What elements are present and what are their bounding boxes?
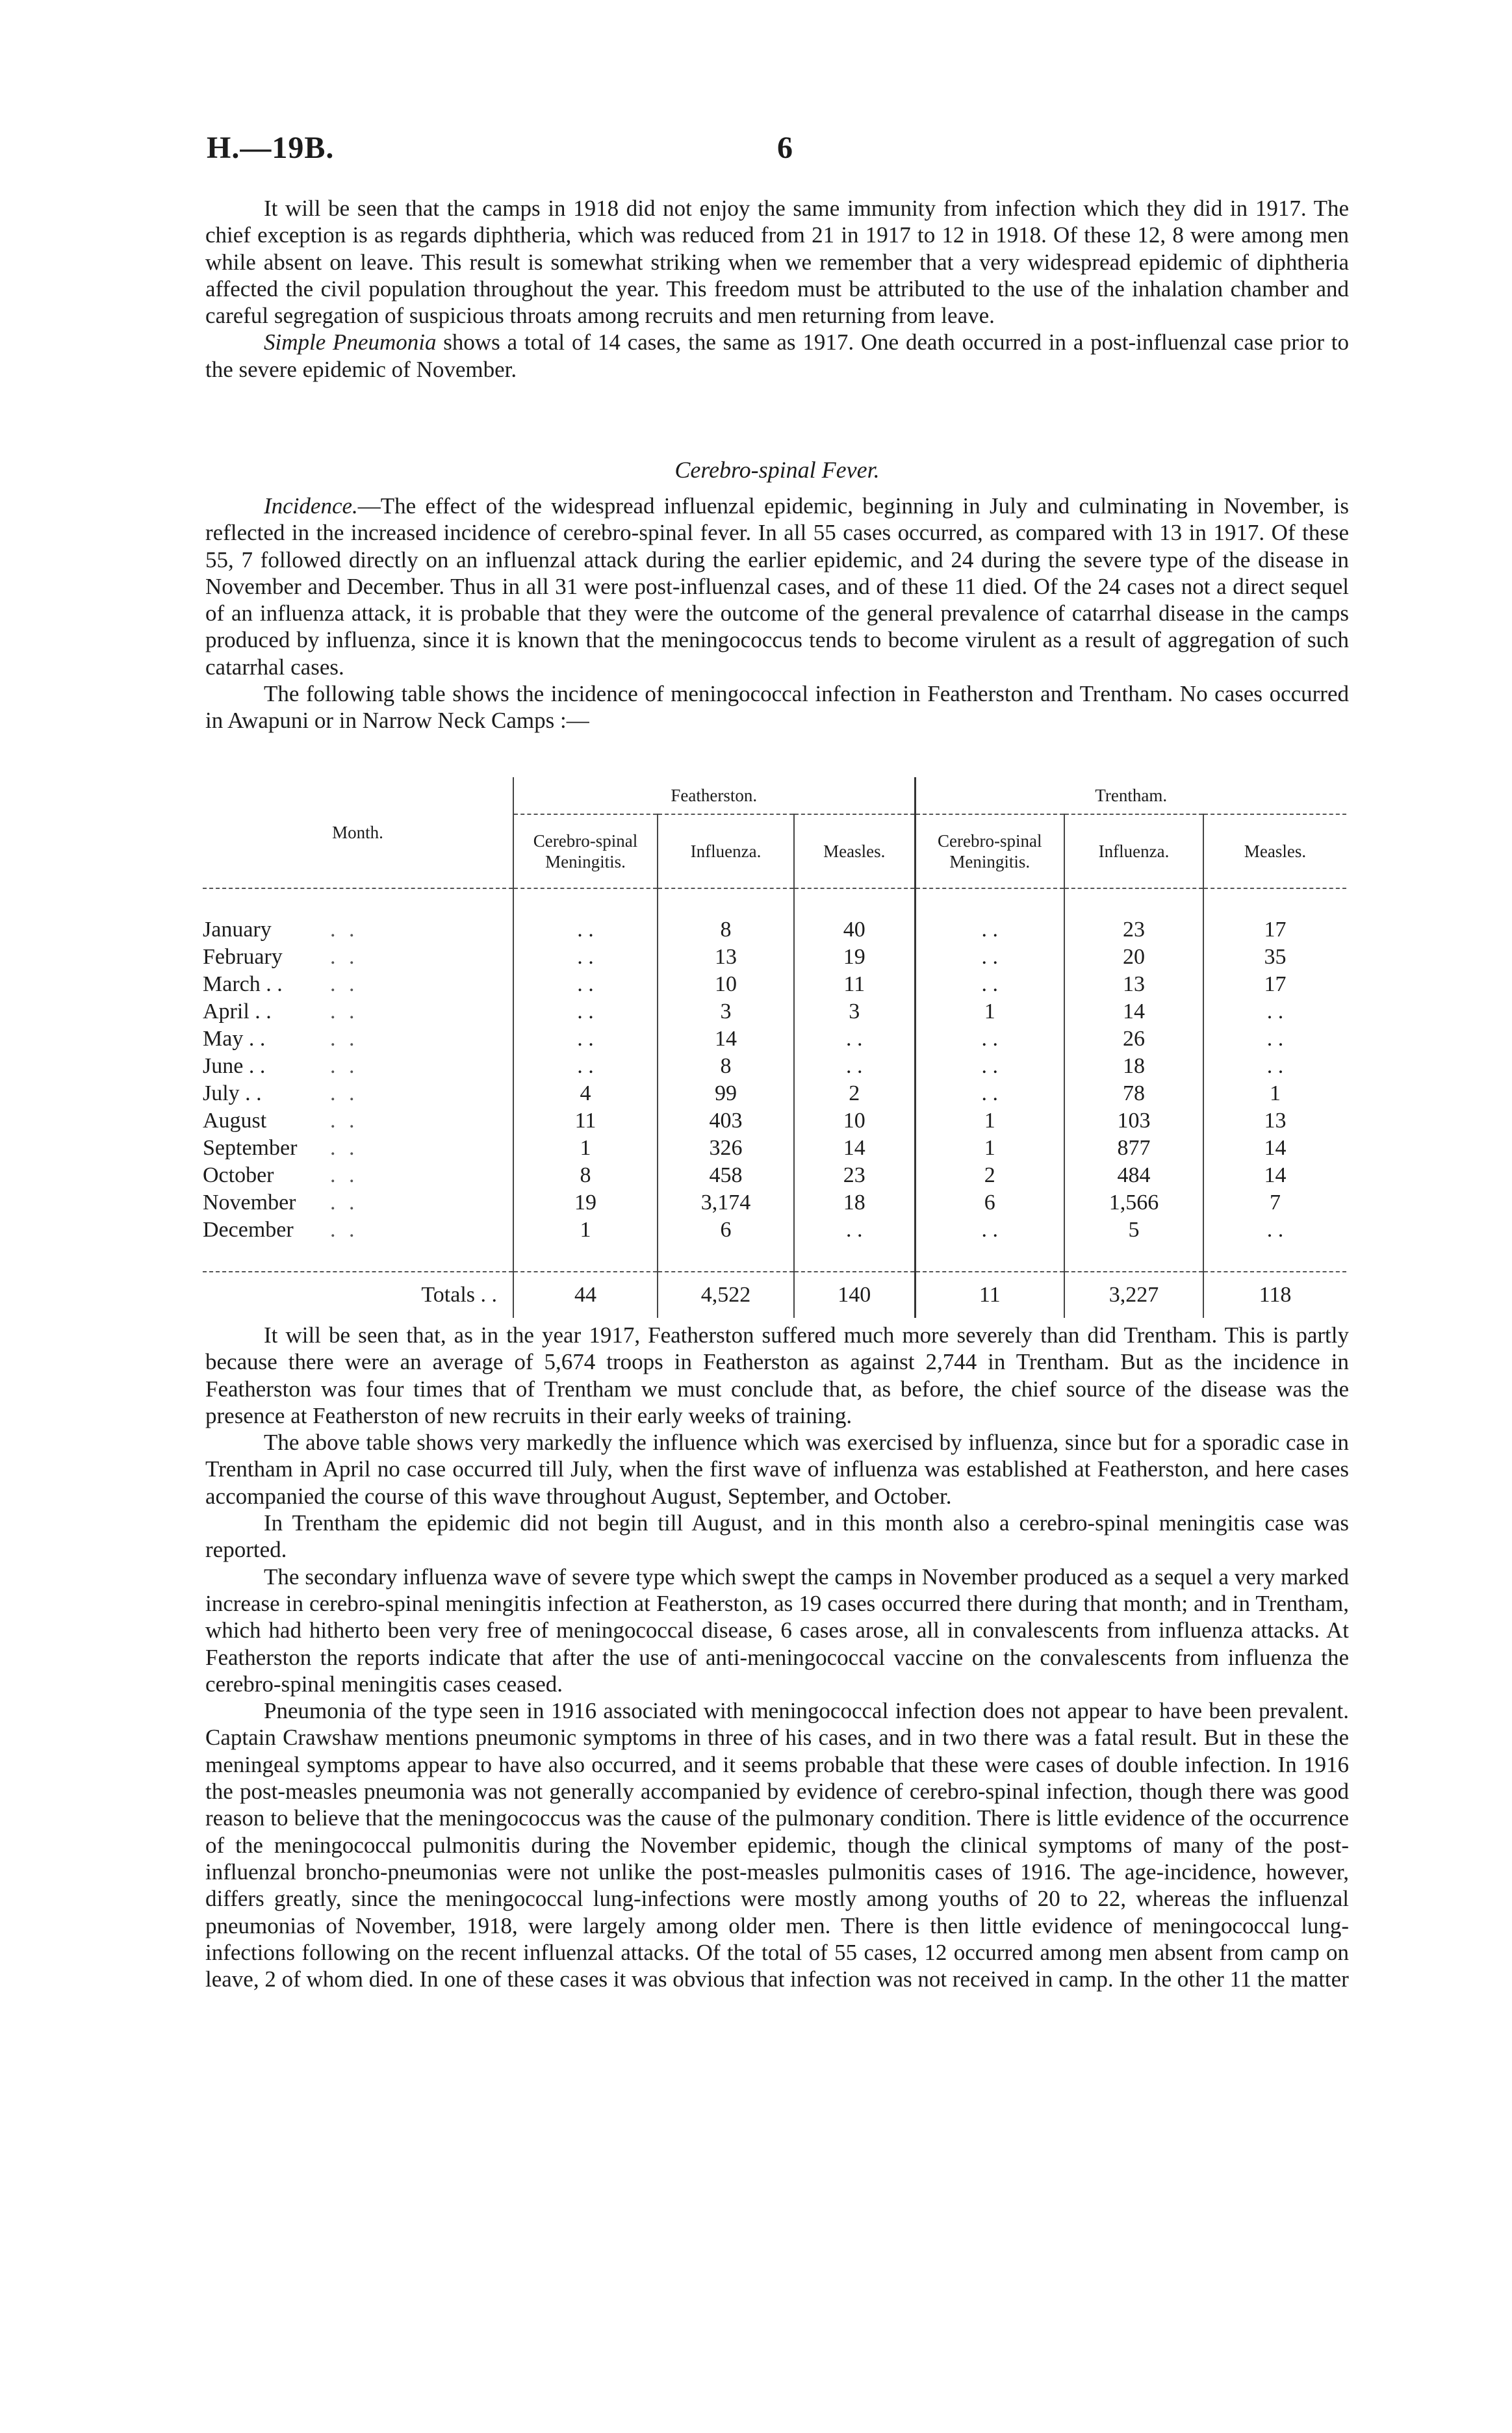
month-name: May . . — [203, 1027, 266, 1051]
cell-t-inf: 877 — [1064, 1135, 1203, 1162]
cell-t-csm: 2 — [915, 1162, 1064, 1189]
cell-f-csm: . . — [513, 971, 658, 998]
cell-f-mea: 2 — [794, 1080, 915, 1107]
cell-f-inf: 8 — [658, 1053, 794, 1080]
cell-t-inf: 23 — [1064, 916, 1203, 944]
month-cell — [203, 998, 513, 1025]
cell-t-csm: . . — [915, 1080, 1064, 1107]
cell-t-mea: 1 — [1203, 1080, 1346, 1107]
trentham-influenza-header: Influenza. — [1064, 814, 1203, 888]
table-row — [203, 1135, 1346, 1162]
simple-pneumonia-text: shows a total of 14 cases, the same as 1917. One death occurred in a post-influenzal case prior to the severe epidemic of November. — [205, 329, 1349, 382]
featherston-csm-header: Cerebro-spinal Meningitis. — [513, 814, 658, 888]
incidence-lead: Incidence. — [264, 493, 358, 519]
paragraph-immunity: It will be seen that the camps in 1918 did not enjoy the same immunity from infection which they did in 1917. The chief exception is as regards diphtheria, which was reduced from 21 in 1917 to 12 in 1918. Of these 12, 8 were among men while absent on leave. This result is somewhat striking when we remember that a very widespread epidemic of diphtheria affected the civil population throughout the year. This freedom must be attributed to the use of the inhalation chamber and careful segregation of suspicious throats among recruits and men returning from leave. — [205, 196, 1349, 329]
dot-leader: . . — [330, 1218, 359, 1242]
dot-leader: . . — [330, 1191, 359, 1215]
report-reference: H.—19B. — [207, 131, 335, 165]
cell-t-csm: 1 — [915, 1135, 1064, 1162]
cell-t-mea: . . — [1203, 1053, 1346, 1080]
incidence-text: —The effect of the widespread influenzal epidemic, beginning in July and culminating in November, is reflected in the increased incidence of cerebro-spinal fever. In all 55 cases occurred, as compared with 13 in 1917. Of these 55, 7 followed directly on an influenzal attack during the earlier epidemic, and 24 during the severe type of the disease in November and December. Thus in all 31 were post-influenzal cases, and of these 11 died. Of the 24 cases not a direct sequel of an influenza attack, it is probable that they were the outcome of the general prevalence of catarrhal disease in the camps produced by influenza, since it is known that the meningococcus tends to become virulent as a result of aggregation of such catarrhal cases. — [205, 493, 1349, 680]
month-cell — [203, 944, 513, 971]
cell-t-csm: . . — [915, 971, 1064, 998]
table-row — [203, 1216, 1346, 1244]
table-row — [203, 998, 1346, 1025]
cell-f-mea: 18 — [794, 1189, 915, 1216]
cell-f-mea: . . — [794, 1025, 915, 1053]
table-row — [203, 1053, 1346, 1080]
featherston-measles-header: Measles. — [794, 814, 915, 888]
trentham-csm-header: Cerebro-spinal Meningitis. — [915, 814, 1064, 888]
month-cell — [203, 1216, 513, 1244]
cell-t-csm: 6 — [915, 1189, 1064, 1216]
cell-f-inf: 3 — [658, 998, 794, 1025]
cell-f-mea: 40 — [794, 916, 915, 944]
dot-leader: . . — [330, 1109, 359, 1133]
month-cell — [203, 1189, 513, 1216]
month-cell — [203, 1053, 513, 1080]
month-name: July . . — [203, 1081, 262, 1105]
cell-t-inf: 26 — [1064, 1025, 1203, 1053]
month-cell — [203, 1135, 513, 1162]
month-name: January — [203, 918, 272, 942]
totals-label: Totals . . — [203, 1272, 513, 1318]
cell-t-inf: 5 — [1064, 1216, 1203, 1244]
cell-t-inf: 78 — [1064, 1080, 1203, 1107]
cell-f-mea: 11 — [794, 971, 915, 998]
featherston-group-header: Featherston. — [513, 777, 915, 814]
trentham-group-header: Trentham. — [915, 777, 1346, 814]
cell-t-mea: . . — [1203, 1216, 1346, 1244]
cell-f-csm: . . — [513, 916, 658, 944]
cell-f-csm: 11 — [513, 1107, 658, 1135]
table-row — [203, 916, 1346, 944]
cell-f-inf: 458 — [658, 1162, 794, 1189]
paragraph-featherston-severity: It will be seen that, as in the year 1917, Featherston suffered much more severely than did Trentham. This is partly because there were an average of 5,674 troops in Featherston as against 2,744 in Trentham. But as the incidence in Featherston was four times that of Trentham we must conclude that, as before, the chief source of the disease was the presence at Featherston of new recruits in their early weeks of training. — [205, 1322, 1349, 1428]
cell-f-csm: 1 — [513, 1216, 658, 1244]
paragraph-secondary-wave: The secondary influenza wave of severe type which swept the camps in November produced as a sequel a very marked increase in cerebro-spinal meningitis infection at Featherston, as 19 cases occurred there during that month; and in Trentham, which had hitherto been very free of meningococcal disease, 6 cases arose, all in convalescents from influenza attacks. At Featherston the reports indicate that after the use of anti-meningococcal vaccine on the convalescents from influenza the cerebro-spinal meningitis cases ceased. — [205, 1564, 1349, 1697]
discussion-text-block — [205, 1322, 1349, 1992]
cell-f-csm: 8 — [513, 1162, 658, 1189]
intro-text-block — [205, 195, 1349, 383]
cell-t-mea: 118 — [1203, 1272, 1346, 1318]
dot-leader: . . — [330, 1163, 359, 1187]
section-heading-cerebro-spinal: Cerebro-spinal Fever. — [674, 457, 880, 483]
cell-f-inf: 8 — [658, 916, 794, 944]
dot-leader: . . — [330, 945, 359, 969]
month-cell — [203, 916, 513, 944]
cell-f-csm: . . — [513, 1053, 658, 1080]
cell-t-inf: 103 — [1064, 1107, 1203, 1135]
month-name: March . . — [203, 972, 283, 996]
cell-f-inf: 6 — [658, 1216, 794, 1244]
featherston-influenza-header: Influenza. — [658, 814, 794, 888]
cell-f-mea: 23 — [794, 1162, 915, 1189]
cell-t-inf: 18 — [1064, 1053, 1203, 1080]
cell-f-mea: 3 — [794, 998, 915, 1025]
dot-leader: . . — [330, 1136, 359, 1160]
dot-leader: . . — [330, 1027, 359, 1051]
cell-f-csm: 4 — [513, 1080, 658, 1107]
cell-f-inf: 10 — [658, 971, 794, 998]
month-name: December — [203, 1218, 294, 1242]
table-row — [203, 1025, 1346, 1053]
totals-row — [203, 1272, 1346, 1318]
cell-t-mea: . . — [1203, 1025, 1346, 1053]
cell-f-inf: 326 — [658, 1135, 794, 1162]
cell-f-mea: . . — [794, 1216, 915, 1244]
cell-f-mea: 10 — [794, 1107, 915, 1135]
cell-f-csm: . . — [513, 944, 658, 971]
month-name: February — [203, 945, 283, 969]
paragraph-simple-pneumonia — [205, 329, 1349, 383]
table-row — [203, 1080, 1346, 1107]
cell-t-inf: 14 — [1064, 998, 1203, 1025]
month-cell — [203, 1080, 513, 1107]
paragraph-incidence — [205, 493, 1349, 680]
table-body — [203, 888, 1346, 1318]
cell-f-mea: 140 — [794, 1272, 915, 1318]
cell-t-csm: . . — [915, 1025, 1064, 1053]
cell-t-inf: 13 — [1064, 971, 1203, 998]
month-name: April . . — [203, 999, 272, 1023]
incidence-text-block — [205, 493, 1349, 734]
month-name: August — [203, 1109, 267, 1133]
cell-f-csm: . . — [513, 1025, 658, 1053]
table-row — [203, 1189, 1346, 1216]
cell-t-csm: 11 — [915, 1272, 1064, 1318]
cell-t-csm: . . — [915, 944, 1064, 971]
cell-t-mea: 14 — [1203, 1162, 1346, 1189]
cell-t-mea: 7 — [1203, 1189, 1346, 1216]
month-cell — [203, 1025, 513, 1053]
table-row — [203, 971, 1346, 998]
cell-f-inf: 14 — [658, 1025, 794, 1053]
cell-t-csm: . . — [915, 916, 1064, 944]
table-row — [203, 1107, 1346, 1135]
cell-f-mea: 14 — [794, 1135, 915, 1162]
month-name: November — [203, 1191, 296, 1215]
cell-f-csm: . . — [513, 998, 658, 1025]
table-row — [203, 944, 1346, 971]
cell-t-mea: 17 — [1203, 971, 1346, 998]
month-name: October — [203, 1163, 274, 1187]
cell-f-csm: 1 — [513, 1135, 658, 1162]
cell-t-mea: 13 — [1203, 1107, 1346, 1135]
month-cell — [203, 1162, 513, 1189]
paragraph-trentham-epidemic: In Trentham the epidemic did not begin till August, and in this month also a cerebro-spinal meningitis case was reported. — [205, 1510, 1349, 1563]
cell-t-csm: 1 — [915, 998, 1064, 1025]
cell-t-inf: 3,227 — [1064, 1272, 1203, 1318]
cell-t-mea: 17 — [1203, 916, 1346, 944]
cell-t-mea: . . — [1203, 998, 1346, 1025]
cell-t-mea: 35 — [1203, 944, 1346, 971]
cell-f-mea: 19 — [794, 944, 915, 971]
dot-leader: . . — [330, 918, 359, 942]
cell-f-mea: . . — [794, 1053, 915, 1080]
cell-f-inf: 403 — [658, 1107, 794, 1135]
month-name: September — [203, 1136, 298, 1160]
paragraph-pneumonia-meningococcal: Pneumonia of the type seen in 1916 associated with meningococcal infection does not appear to have been prevalent. Captain Crawshaw mentions pneumonic symptoms in three of his cases, and in two there was a fatal result. But in these the meningeal symptoms appear to have also occurred, and it seems probable that these were cases of double infection. In 1916 the post-measles pneumonia was not generally accompanied by evidence of cerebro-spinal infection, though there was good reason to believe that the meningococcus was the cause of the pulmonary condition. There is little evidence of the occurrence of the meningococcal pulmonitis during the November epidemic, though the clinical symptoms of many of the post-influenzal broncho-pneumonias were not unlike the post-measles pulmonitis cases of 1916. The age-incidence, however, differs greatly, since the meningococcal lung-infections were mostly among youths of 20 to 22, whereas the influenzal pneumonias of November, 1918, were largely among older men. There is then little evidence of meningococcal lung-infections following on the recent influenzal attacks. Of the total of 55 cases, 12 occurred among men absent from camp on leave, 2 of whom died. In one of these cases it was obvious that infection was not received in camp. In the other 11 the matter — [205, 1698, 1349, 1992]
simple-pneumonia-lead: Simple Pneumonia — [264, 329, 437, 355]
cell-t-inf: 1,566 — [1064, 1189, 1203, 1216]
cell-t-csm: 1 — [915, 1107, 1064, 1135]
cell-f-inf: 99 — [658, 1080, 794, 1107]
cell-f-inf: 4,522 — [658, 1272, 794, 1318]
trentham-measles-header: Measles. — [1203, 814, 1346, 888]
cell-t-mea: 14 — [1203, 1135, 1346, 1162]
cell-t-inf: 20 — [1064, 944, 1203, 971]
cell-f-csm: 19 — [513, 1189, 658, 1216]
dot-leader: . . — [330, 999, 359, 1023]
cell-f-inf: 3,174 — [658, 1189, 794, 1216]
month-column-header: Month. — [203, 777, 513, 888]
dot-leader: . . — [330, 972, 359, 996]
cell-t-csm: . . — [915, 1053, 1064, 1080]
cell-t-csm: . . — [915, 1216, 1064, 1244]
incidence-table — [203, 777, 1346, 1318]
dot-leader: . . — [330, 1081, 359, 1105]
dot-leader: . . — [330, 1054, 359, 1078]
month-cell — [203, 971, 513, 998]
page-number: 6 — [777, 131, 793, 165]
page-header — [0, 130, 1512, 175]
table-row — [203, 1162, 1346, 1189]
cell-f-inf: 13 — [658, 944, 794, 971]
month-cell — [203, 1107, 513, 1135]
paragraph-influence-of-influenza: The above table shows very markedly the influence which was exercised by influenza, since but for a sporadic case in Trentham in April no case occurred till July, when the first wave of influenza was established at Featherston, and here cases accompanied the course of this wave throughout August, September, and October. — [205, 1430, 1349, 1509]
month-name: June . . — [203, 1054, 266, 1078]
cell-t-inf: 484 — [1064, 1162, 1203, 1189]
cell-f-csm: 44 — [513, 1272, 658, 1318]
paragraph-table-intro: The following table shows the incidence of meningococcal infection in Featherston and Trentham. No cases occurred in Awapuni or in Narrow Neck Camps :— — [205, 681, 1349, 734]
